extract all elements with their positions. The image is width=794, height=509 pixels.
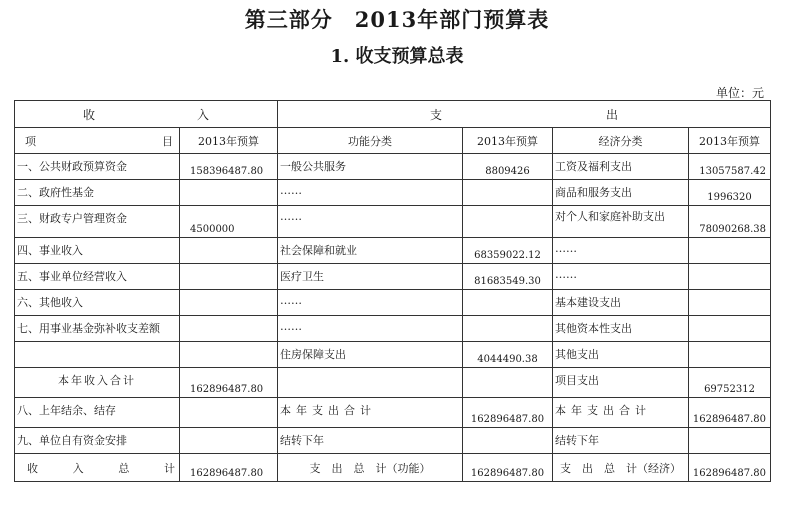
econ-item-value xyxy=(689,264,771,290)
item-header-char-1: 项 xyxy=(25,134,36,148)
func-item-label: …… xyxy=(278,206,463,238)
income-budget-header: 2013年预算 xyxy=(180,128,278,154)
table-row xyxy=(15,238,771,264)
econ-item-label: 项目支出 xyxy=(553,368,689,398)
income-total-char-4: 计 xyxy=(163,461,175,475)
item-header-cell xyxy=(15,128,180,154)
func-budget-header: 2013年预算 xyxy=(463,128,553,154)
econ-item-value xyxy=(689,428,771,454)
func-item-value xyxy=(463,316,553,342)
expense-header-cell xyxy=(278,101,771,128)
func-item-value xyxy=(463,368,553,398)
income-item-value xyxy=(180,290,278,316)
budget-summary-table xyxy=(14,100,771,482)
func-item-label: …… xyxy=(278,290,463,316)
income-item-value xyxy=(180,428,278,454)
func-item-value: 162896487.80 xyxy=(463,398,553,428)
income-item-label: 二、政府性基金 xyxy=(15,180,180,206)
func-item-label: 一般公共服务 xyxy=(278,154,463,180)
func-item-label: 住房保障支出 xyxy=(278,342,463,368)
econ-item-label: …… xyxy=(553,238,689,264)
func-item-value: 68359022.12 xyxy=(463,238,553,264)
income-item-value xyxy=(180,342,278,368)
income-item-label: 一、公共财政预算资金 xyxy=(15,154,180,180)
income-item-value xyxy=(180,180,278,206)
table-row xyxy=(15,428,771,454)
income-header-char-1: 收 xyxy=(83,107,96,122)
table-row xyxy=(15,342,771,368)
econ-item-value xyxy=(689,342,771,368)
income-item-label: 三、财政专户管理资金 xyxy=(15,206,180,238)
econ-item-label: 其他资本性支出 xyxy=(553,316,689,342)
income-header-char-2: 入 xyxy=(196,107,209,122)
func-item-value: 8809426 xyxy=(463,154,553,180)
econ-total-value: 162896487.80 xyxy=(689,454,771,482)
income-item-value xyxy=(180,398,278,428)
income-item-label: 四、事业收入 xyxy=(15,238,180,264)
econ-item-value: 69752312 xyxy=(689,368,771,398)
income-total-label-cell xyxy=(15,454,180,482)
econ-item-value xyxy=(689,316,771,342)
table-row xyxy=(15,398,771,428)
table-row xyxy=(15,290,771,316)
func-class-header: 功能分类 xyxy=(278,128,463,154)
income-item-value: 158396487.80 xyxy=(180,154,278,180)
econ-item-label: 对个人和家庭补助支出 xyxy=(553,206,689,238)
income-item-label: 本年收入合计 xyxy=(15,368,180,398)
econ-item-value: 162896487.80 xyxy=(689,398,771,428)
unit-label: 单位：元 xyxy=(715,86,764,100)
econ-item-label: 其他支出 xyxy=(553,342,689,368)
table-row xyxy=(15,316,771,342)
grand-total-row xyxy=(15,454,771,482)
income-total-char-2: 入 xyxy=(72,461,84,475)
income-item-value: 4500000 xyxy=(180,206,278,238)
header-row-top xyxy=(15,101,771,128)
income-item-label xyxy=(15,342,180,368)
income-item-label: 七、用事业基金弥补收支差额 xyxy=(15,316,180,342)
econ-item-value xyxy=(689,290,771,316)
page-title: 第三部分 2013年部门预算表 xyxy=(244,7,550,32)
header-row-columns xyxy=(15,128,771,154)
table-subtitle: 1. 收支预算总表 xyxy=(330,46,464,67)
item-header-char-2: 目 xyxy=(162,134,173,148)
func-item-value xyxy=(463,428,553,454)
econ-item-label: 结转下年 xyxy=(553,428,689,454)
func-item-label: …… xyxy=(278,316,463,342)
func-item-label: 结转下年 xyxy=(278,428,463,454)
income-item-label: 五、事业单位经营收入 xyxy=(15,264,180,290)
func-item-value xyxy=(463,290,553,316)
econ-item-value xyxy=(689,238,771,264)
income-item-label: 六、其他收入 xyxy=(15,290,180,316)
income-item-value xyxy=(180,238,278,264)
income-header-cell xyxy=(15,101,278,128)
func-item-label: 医疗卫生 xyxy=(278,264,463,290)
econ-item-label: 商品和服务支出 xyxy=(553,180,689,206)
econ-item-label: …… xyxy=(553,264,689,290)
income-item-value xyxy=(180,264,278,290)
expense-header-char-1: 支 xyxy=(430,107,443,122)
econ-budget-header: 2013年预算 xyxy=(689,128,771,154)
func-item-value: 81683549.30 xyxy=(463,264,553,290)
func-item-value xyxy=(463,206,553,238)
income-item-label: 八、上年结余、结存 xyxy=(15,398,180,428)
econ-item-label: 本年支出合计 xyxy=(553,398,689,428)
econ-item-label: 基本建设支出 xyxy=(553,290,689,316)
econ-item-label: 工资及福利支出 xyxy=(553,154,689,180)
func-item-label: 社会保障和就业 xyxy=(278,238,463,264)
func-total-label: 支 出 总 计（功能） xyxy=(278,454,463,482)
econ-item-value: 1996320 xyxy=(689,180,771,206)
econ-total-label: 支 出 总 计（经济） xyxy=(553,454,689,482)
table-row xyxy=(15,368,771,398)
func-item-label xyxy=(278,368,463,398)
table-row xyxy=(15,180,771,206)
table-row xyxy=(15,264,771,290)
income-total-char-1: 收 xyxy=(27,461,38,475)
table-row xyxy=(15,154,771,180)
income-item-label: 九、单位自有资金安排 xyxy=(15,428,180,454)
expense-header-char-2: 出 xyxy=(606,107,619,122)
func-total-value: 162896487.80 xyxy=(463,454,553,482)
econ-item-value: 13057587.42 xyxy=(689,154,771,180)
income-item-value: 162896487.80 xyxy=(180,368,278,398)
func-item-value: 4044490.38 xyxy=(463,342,553,368)
econ-class-header: 经济分类 xyxy=(553,128,689,154)
table-row xyxy=(15,206,771,238)
func-item-label: 本年支出合计 xyxy=(278,398,463,428)
income-total-value: 162896487.80 xyxy=(180,454,278,482)
func-item-label: …… xyxy=(278,180,463,206)
income-total-char-3: 总 xyxy=(118,461,130,475)
income-item-value xyxy=(180,316,278,342)
econ-item-value: 78090268.38 xyxy=(689,206,771,238)
func-item-value xyxy=(463,180,553,206)
